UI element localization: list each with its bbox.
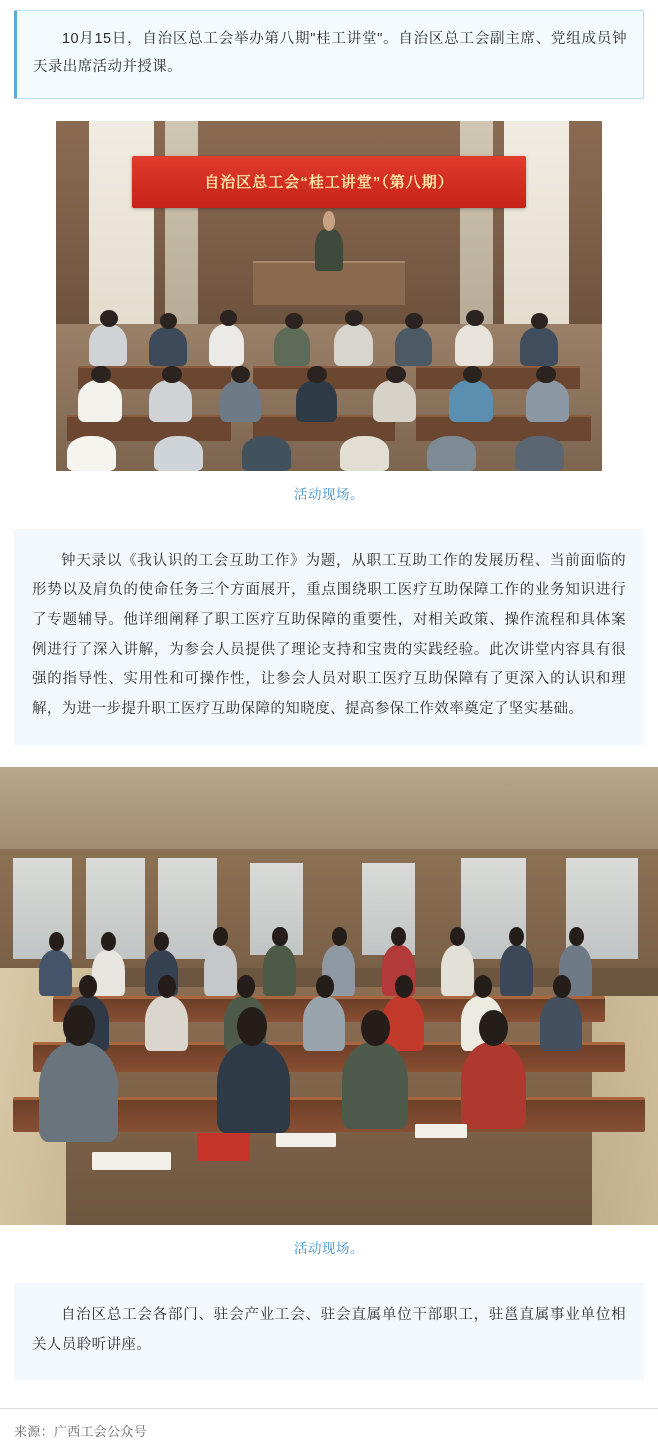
photo2-ceiling <box>0 767 658 859</box>
photo1-attendee <box>78 380 122 422</box>
photo1-attendee <box>340 436 389 471</box>
photo2-attendee <box>145 996 188 1051</box>
photo2-window <box>362 863 415 955</box>
photo1-attendee <box>154 436 203 471</box>
body-paragraph-2: 自治区总工会各部门、驻会产业工会、驻会直属单位干部职工，驻邕直属事业单位相关人员聆听讲座。 <box>32 1306 626 1353</box>
photo2-attendee-head <box>49 932 64 951</box>
photo2-attendee-head <box>332 927 347 946</box>
photo2-attendee-front <box>217 1042 289 1134</box>
photo1-attendee <box>209 324 244 366</box>
photo1-banner <box>132 156 525 209</box>
source-text: 来源：广西工会公众号 <box>14 1424 148 1440</box>
photo1-attendee <box>526 380 570 422</box>
photo1-speaker <box>315 229 342 271</box>
photo1-attendee <box>149 380 193 422</box>
photo1-attendee-head <box>386 366 406 384</box>
photo2-attendee-head <box>361 1010 390 1047</box>
photo1-attendee-head <box>100 310 119 328</box>
photo2-attendee-head <box>154 932 169 951</box>
photo1-attendee-head <box>307 366 327 384</box>
photo-meeting-hall-banner <box>56 121 602 471</box>
photo2-attendee-head <box>569 927 584 946</box>
photo1-attendee <box>515 436 564 471</box>
photo1-attendee <box>373 380 417 422</box>
photo1-attendee <box>67 436 116 471</box>
photo2-attendee-head <box>237 1007 267 1046</box>
photo1-attendee <box>520 327 558 366</box>
photo1-attendee-head <box>536 366 556 384</box>
photo1-attendee-head <box>285 313 302 329</box>
photo2-attendee-head <box>553 975 571 998</box>
body-block-1 <box>14 529 644 745</box>
photo1-curtain <box>165 121 198 324</box>
photo2-notebook <box>276 1133 335 1147</box>
body-paragraph-1: 钟天录以《我认识的工会互助工作》为题，从职工互助工作的发展历程、当前面临的形势以及肩负的使命任务三个方面展开，重点围绕职工医疗互助保障工作的业务知识进行了专题辅导。他详细阐释了职工医疗互助保障的重要性，对相关政策、操作流程和具体案例进行了深入讲解，为参会人员提供了理论支持和宝贵的实践经验。此次讲堂内容具有很强的指导性、实用性和可操作性，让参会人员对职工医疗互助保障有了更深入的认识和理解，为进一步提升职工医疗互助保障的知晓度、提高参保工作效率奠定了坚实基础。 <box>32 552 626 718</box>
photo2-attendee-head <box>272 927 287 946</box>
lead-callout <box>14 10 644 99</box>
photo2-notebook <box>415 1124 468 1138</box>
photo1-attendee <box>274 327 309 366</box>
photo1-attendee <box>455 324 493 366</box>
photo2-attendee <box>92 950 125 996</box>
photo2-attendee <box>263 945 296 995</box>
article-page <box>0 10 658 1454</box>
photo1-attendee <box>296 380 337 422</box>
photo2-name-card <box>197 1133 250 1160</box>
photo1-attendee <box>242 436 291 471</box>
photo2-attendee <box>441 945 474 995</box>
photo1-attendee-head <box>405 313 422 329</box>
photo1-attendee <box>449 380 493 422</box>
photo2-attendee <box>39 950 72 996</box>
photo1-attendee <box>89 324 127 366</box>
photo1-attendee <box>149 327 187 366</box>
photo2-attendee-front <box>342 1042 408 1129</box>
source-section <box>0 1408 658 1454</box>
photo1-attendee <box>334 324 372 366</box>
photo1-attendee-head <box>162 366 182 384</box>
photo1-attendee-head <box>91 366 111 384</box>
photo1-curtain <box>460 121 493 324</box>
photo1-wall-panel <box>89 121 155 324</box>
body-block-2 <box>14 1283 644 1380</box>
figure-2-caption: 活动现场。 <box>294 1240 364 1256</box>
figure-1-caption: 活动现场。 <box>294 486 364 502</box>
photo2-attendee-front <box>461 1042 527 1129</box>
photo2-attendee <box>540 996 583 1051</box>
photo1-banner-text: 自治区总工会“桂工讲堂”（第八期） <box>204 174 454 192</box>
photo2-attendee <box>500 945 533 995</box>
photo1-attendee-head <box>466 310 484 327</box>
figure-1 <box>0 121 658 503</box>
photo1-attendee <box>395 327 432 366</box>
photo1-attendee <box>220 380 261 422</box>
lead-paragraph: 10月15日，自治区总工会举办第八期"桂工讲堂"。自治区总工会副主席、党组成员钟天录出席活动并授课。 <box>33 31 627 76</box>
photo2-attendee <box>303 996 346 1051</box>
photo2-attendee-front <box>39 1042 118 1143</box>
photo-classroom-audience <box>0 767 658 1225</box>
photo2-attendee <box>204 945 237 995</box>
photo1-wall-panel <box>504 121 570 324</box>
figure-2 <box>0 767 658 1257</box>
photo2-notebook <box>92 1152 171 1170</box>
photo1-attendee <box>427 436 476 471</box>
photo2-attendee-head <box>479 1010 508 1047</box>
